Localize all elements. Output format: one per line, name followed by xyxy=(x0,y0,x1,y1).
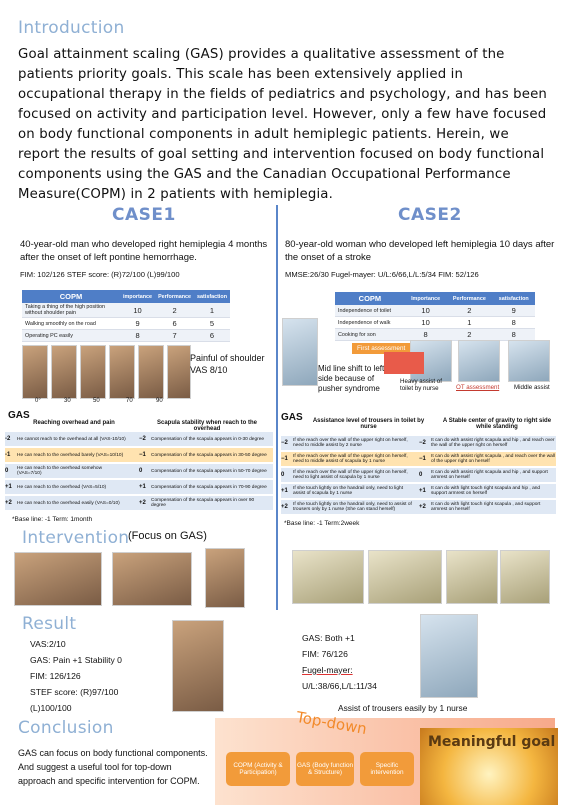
gas-cell: If she reach over the wall of the upper right on herself, need to middle assist by 2 nurse xyxy=(293,438,408,448)
table-row xyxy=(335,329,535,341)
specific-intervention-box: Specific intervention xyxy=(360,752,414,786)
gas-header: Reaching overhead and pain xyxy=(33,420,115,426)
gas-score: −1 xyxy=(139,452,146,458)
gas-cell: If she reach over the wall of the upper right on herself, need to light assist of scapula by 1 nurse xyxy=(293,470,408,480)
gas-cell: It can do with assist right scapula and hip , and support armrest on herself xyxy=(431,470,548,480)
result-photo xyxy=(172,620,224,712)
introduction-body: Goal attainment scaling (GAS) provides a qualitative assessment of the patients priority goals. This scale has been extensively applied in occupational therapy in the fields of pediatrics and psychology, and has been focused on activity and participation level. However, only a few have focused on body functional components in adult hemiplegic patients. Herein, we report the results of goal setting and intervention focused on body functional components using the GAS and the Canadian Occupational Performance Measure(COPM) in 2 patients with hemiplegia. xyxy=(18,47,548,202)
case2-title: CASE2 xyxy=(398,205,462,225)
angle-label: 0° xyxy=(35,398,41,404)
copm-header: Importance xyxy=(405,292,446,305)
result-line: U/L:38/66,L/L:11/34 xyxy=(302,681,377,691)
gas-header: Assistance level of trousers in toilet by nurse xyxy=(312,418,425,430)
gas-row xyxy=(5,496,273,510)
copm-cell: 10 xyxy=(405,305,446,317)
gas-cell: Compensation of the scapula appears in 0-30 degree xyxy=(151,436,265,442)
gas-cell: He can reach to the overhead barely (VAS=10/10) xyxy=(17,452,124,458)
gas-score: +2 xyxy=(5,500,12,506)
gas-cell: It can do with light touch right scapula , and support armrest on herself xyxy=(431,502,541,512)
copm-cell: Independence of walk xyxy=(335,317,405,329)
gas-score: −1 xyxy=(281,456,288,462)
angle-label: 90 xyxy=(156,398,163,404)
case-divider xyxy=(276,205,278,610)
gas-cell: Compensation of the scapula appears in 30-50 degree xyxy=(151,452,267,458)
copm-header: COPM xyxy=(335,292,405,305)
copm-header: Performance xyxy=(155,290,194,303)
result-line: STEF score: (R)97/100 xyxy=(30,687,119,697)
gas-score: +2 xyxy=(281,504,288,510)
copm-cell: 1 xyxy=(446,317,492,329)
intervention-photo xyxy=(500,550,550,604)
gas-score: −2 xyxy=(139,436,146,442)
gas-score: 0 xyxy=(281,472,285,478)
copm-header: importance xyxy=(120,290,155,303)
gas-cell: Compensation of the scapula appears in over 90 degree xyxy=(151,498,255,508)
gas-row xyxy=(281,468,556,482)
gas-cell: It can do with assist right scapula , and reach over the wall of the upper right on herself xyxy=(431,454,555,464)
copm-cell: 10 xyxy=(120,303,155,318)
gas-cell: Compensation of the scapula appears in 70-90 degree xyxy=(151,484,267,490)
copm-cell: 8 xyxy=(405,329,446,341)
gas-header: A Stable center of gravity to right side while standing xyxy=(442,418,552,430)
gas-cell: He can reach to the overhead easily (VAS=0/10) xyxy=(17,500,120,506)
result-case2 xyxy=(302,630,377,694)
result-line: GAS: Pain +1 Stability 0 xyxy=(30,655,122,665)
gas-score: +2 xyxy=(419,504,426,510)
gas-cell: He cannot reach to the overhead at all (VAS-10/10) xyxy=(17,436,126,442)
intervention-subtitle: (Focus on GAS) xyxy=(128,530,207,542)
gas-cell: If she touch lightly on the handrail only, need to assist of trousers only by 1 nurse (She can stand herself) xyxy=(293,502,412,512)
copm-cell: Walking smoothly on the road xyxy=(22,318,120,330)
gas-cell: If she reach over the wall of the upper right on herself, need to middle assist of scapula by 1 nurse xyxy=(293,454,408,464)
patient-photo xyxy=(282,318,318,386)
copm-cell: 8 xyxy=(492,329,535,341)
copm-cell: 1 xyxy=(194,303,230,318)
conclusion-body: GAS can focus on body functional components. And suggest a useful tool for top-down approach and specific intervention for COPM. xyxy=(18,748,208,786)
copm-header: Performance xyxy=(446,292,492,305)
case1-title: CASE1 xyxy=(112,205,176,225)
copm-cell: 2 xyxy=(446,305,492,317)
table-row xyxy=(22,303,230,318)
copm-cell: Taking a thing of the high position without shoulder pain xyxy=(22,303,120,318)
table-row xyxy=(335,317,535,329)
reach-photo xyxy=(167,345,191,399)
result-title: Result xyxy=(22,614,77,634)
result-line: VAS:2/10 xyxy=(30,639,66,649)
reach-photo xyxy=(22,345,48,399)
gas-row xyxy=(5,432,273,446)
gas-row xyxy=(5,448,273,462)
case2-scores: MMSE:26/30 Fugel-mayer: U/L:6/66,L/L:5/34 FIM: 52/126 xyxy=(285,270,479,279)
result-line: Fugel-mayer: xyxy=(302,665,353,675)
case1-gas-table xyxy=(5,420,273,512)
table-row xyxy=(22,318,230,330)
table-row xyxy=(22,330,230,342)
intervention-photo xyxy=(368,550,442,604)
result-caption: Assist of trousers easily by 1 nurse xyxy=(338,703,468,713)
copm-header: satisfaction xyxy=(194,290,230,303)
gas-score: +1 xyxy=(281,488,288,494)
reach-photo xyxy=(109,345,135,399)
result-line: (L)100/100 xyxy=(30,703,72,713)
case1-description: 40-year-old man who developed right hemiplegia 4 months after the onset of left pontine hemorrhage. xyxy=(20,239,268,263)
copm-cell: 8 xyxy=(120,330,155,342)
copm-cell: 2 xyxy=(446,329,492,341)
result-line: FIM: 76/126 xyxy=(302,649,348,659)
angle-label: 50 xyxy=(93,398,100,404)
copm-cell: Independence of toilet xyxy=(335,305,405,317)
gas-cell: Compensation of the scapula appears in 50-70 degree xyxy=(151,468,267,474)
copm-cell: 9 xyxy=(492,305,535,317)
intervention-photo xyxy=(205,548,245,608)
gas-row xyxy=(5,464,273,478)
gas-cell: He can reach to the overhead (VAS=5/10) xyxy=(17,484,107,490)
case2-copm-table xyxy=(335,292,535,341)
copm-cell: 10 xyxy=(405,317,446,329)
gas-score: +1 xyxy=(5,484,12,490)
copm-header: COPM xyxy=(22,290,120,303)
gas-score: -1 xyxy=(5,452,11,458)
gas-row xyxy=(281,500,556,514)
reach-photo xyxy=(138,345,164,399)
case2-baseline: *Base line: -1 Term:2week xyxy=(284,520,360,527)
intervention-photo xyxy=(112,552,192,606)
ot-assessment-label: OT assessment xyxy=(456,384,500,391)
gas-score: 0 xyxy=(139,468,143,474)
case1-scores: FIM: 102/126 STEF score: (R)72/100 (L)99/100 xyxy=(20,270,180,279)
case1-gas-label: GAS xyxy=(8,410,30,421)
gas-row xyxy=(281,436,556,450)
gas-box: GAS (Body function & Structure) xyxy=(296,752,354,786)
gas-header: Scapula stability when reach to the overhead xyxy=(156,420,258,432)
gas-row xyxy=(281,484,556,498)
result-case1 xyxy=(30,636,122,716)
conclusion-title: Conclusion xyxy=(18,718,114,738)
reach-photo xyxy=(80,345,106,399)
copm-cell: Operating PC easily xyxy=(22,330,120,342)
copm-cell: 6 xyxy=(194,330,230,342)
gas-score: −2 xyxy=(281,440,288,446)
gas-cell: It can do with assist right scapula and hip , and reach over the wall of the upper right on herself xyxy=(431,438,555,448)
case1-baseline: *Base line: -1 Term: 1month xyxy=(12,516,93,523)
gas-score: +2 xyxy=(139,500,146,506)
angle-label: 70 xyxy=(126,398,133,404)
copm-cell: 9 xyxy=(120,318,155,330)
copm-cell: Cooking for son xyxy=(335,329,405,341)
first-assessment-badge: First assessment xyxy=(352,343,410,354)
gas-cell: He can reach to the overhead somehow (VAS=7/10) xyxy=(17,466,103,476)
introduction-title: Introduction xyxy=(18,18,125,38)
intervention-photo xyxy=(292,550,364,604)
copm-header: satisfaction xyxy=(492,292,535,305)
gas-score: 0 xyxy=(5,468,9,474)
assist-photo xyxy=(508,340,550,382)
assist-photo xyxy=(458,340,500,382)
gas-score: -2 xyxy=(5,436,11,442)
gas-score: +1 xyxy=(139,484,146,490)
result-line: FIM: 126/126 xyxy=(30,671,81,681)
heavy-assist-note: Heavy assist of toilet by nurse xyxy=(400,378,442,392)
meaningful-goal-label: Meaningful goal xyxy=(428,734,556,750)
gas-cell: If she touch lightly on the handrail only, need to light assist of scapula by 1 nurse xyxy=(293,486,404,496)
intervention-photo xyxy=(446,550,498,604)
copm-cell: 5 xyxy=(194,318,230,330)
pain-note: Painful of shoulder VAS 8/10 xyxy=(190,353,265,375)
gas-score: +1 xyxy=(419,488,426,494)
angle-label: 30 xyxy=(64,398,71,404)
middle-assist-label: Middle assist xyxy=(514,384,550,391)
case1-copm-table xyxy=(22,290,230,342)
result-line: GAS: Both +1 xyxy=(302,633,355,643)
midline-note: Mid line shift to left side because of pusher syndrome xyxy=(318,364,385,393)
intervention-title: Intervention xyxy=(22,528,130,548)
case2-description: 80-year-old woman who developed left hemiplegia 10 days after the onset of a stroke xyxy=(285,239,555,263)
result-photo xyxy=(420,614,478,698)
intervention-photo xyxy=(14,552,102,606)
copm-box: COPM (Activity & Participation) xyxy=(226,752,290,786)
gas-row xyxy=(5,480,273,494)
copm-cell: 2 xyxy=(155,303,194,318)
copm-cell: 7 xyxy=(155,330,194,342)
case2-gas-table xyxy=(281,418,556,518)
gas-score: −1 xyxy=(419,456,426,462)
gas-cell: It can do with light touch right scapula and hip , and support armrest on herself xyxy=(431,486,541,496)
gas-row xyxy=(281,452,556,466)
gas-score: −2 xyxy=(419,440,426,446)
reach-photo xyxy=(51,345,77,399)
copm-cell: 6 xyxy=(155,318,194,330)
copm-cell: 8 xyxy=(492,317,535,329)
case2-gas-label: GAS xyxy=(281,412,303,423)
table-row xyxy=(335,305,535,317)
gas-score: 0 xyxy=(419,472,423,478)
top-down-label: Top-down xyxy=(294,707,369,739)
